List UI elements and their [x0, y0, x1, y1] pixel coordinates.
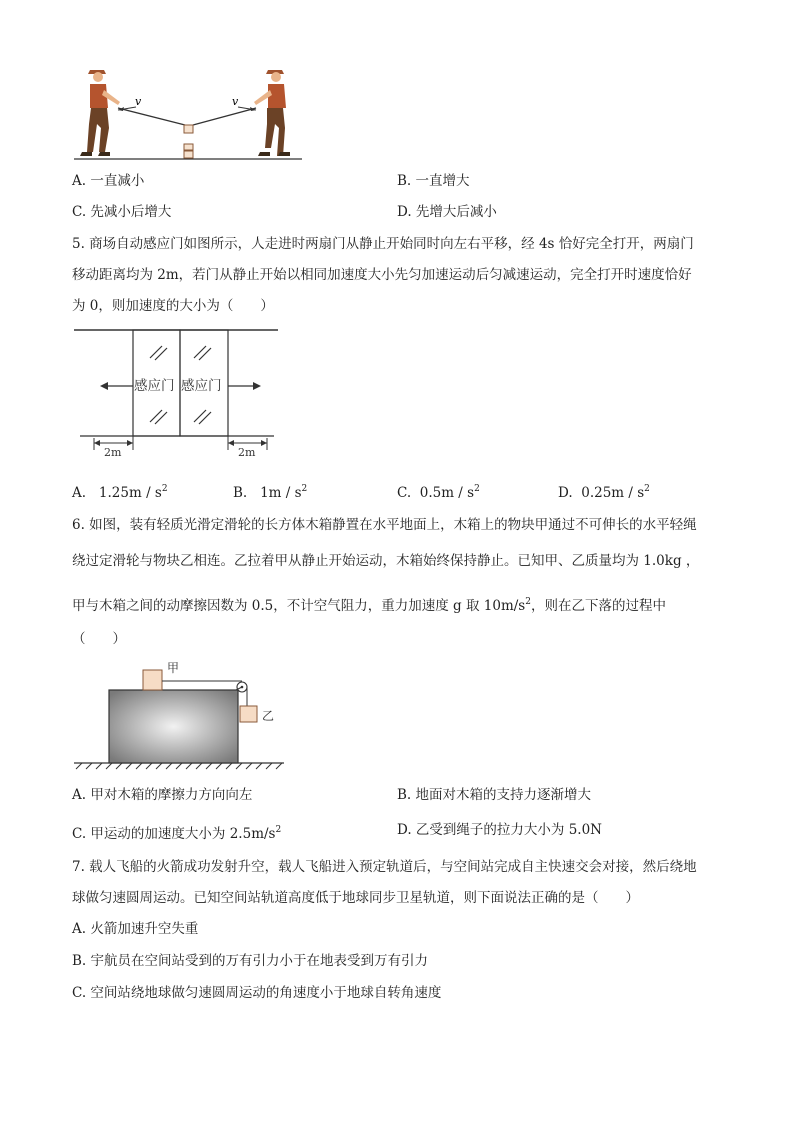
door-left-label: 感应门	[134, 378, 175, 394]
q6-stem-line-2: 绕过定滑轮与物块乙相连。乙拉着甲从静止开始运动，木箱始终保持静止。已知甲、乙质量均为 1.0kg ，	[72, 553, 700, 569]
q4-figure	[72, 62, 312, 162]
q5-option-d: D. $0.25m / s^2$	[558, 484, 650, 501]
q6-option-b: B. 地面对木箱的支持力逐渐增大	[397, 787, 592, 803]
q7-option-b: B. 宇航员在空间站受到的万有引力小于在地表受到万有引力	[72, 953, 429, 969]
q7-stem-line-2: 球做匀速圆周运动。已知空间站轨道高度低于地球同步卫星轨道，则下面说法正确的是（ ）	[72, 890, 639, 906]
q6-box-figure	[72, 660, 292, 770]
q4-option-d: D. 先增大后减小	[397, 204, 497, 220]
dim-label-left: 2m	[104, 446, 122, 459]
dim-label-right: 2m	[238, 446, 256, 459]
block-jia-label: 甲	[167, 661, 180, 675]
q6-option-c: C. 甲运动的加速度大小为 $2.5m/s^2$	[72, 825, 282, 842]
velocity-label-right: v	[232, 95, 239, 108]
q6-option-d: D. 乙受到绳子的拉力大小为 5.0N	[397, 822, 602, 838]
q4-option-c: C. 先减小后增大	[72, 204, 172, 220]
q5-stem-line-3: 为 0，则加速度的大小为（ ）	[72, 298, 274, 314]
left-worker-figure	[80, 70, 120, 156]
q7-stem-line-1: 7. 载人飞船的火箭成功发射升空，载人飞船进入预定轨道后，与空间站完成自主快速交会对接，然后绕地	[72, 859, 697, 875]
door-right-label: 感应门	[181, 378, 222, 394]
q7-option-c: C. 空间站绕地球做匀速圆周运动的角速度小于地球自转角速度	[72, 985, 442, 1001]
q7-option-a: A. 火箭加速升空失重	[72, 921, 199, 937]
q5-door-figure	[74, 326, 284, 461]
q4-option-a: A. 一直减小	[72, 173, 145, 189]
q5-stem-line-2: 移动距离均为 2m，若门从静止开始以相同加速度大小先匀加速运动后匀减速运动，完全打开时速度恰好	[72, 267, 692, 283]
q6-option-a: A. 甲对木箱的摩擦力方向向左	[72, 787, 253, 803]
q4-option-b: B. 一直增大	[397, 173, 470, 189]
q5-stem-line-1: 5. 商场自动感应门如图所示，人走进时两扇门从静止开始同时向左右平移，经 4s 恰好完全打开，两扇门	[72, 236, 694, 252]
velocity-label-left: v	[135, 95, 142, 108]
block-yi-label: 乙	[262, 709, 275, 723]
q6-stem-line-3: 甲与木箱之间的动摩擦因数为 0.5，不计空气阻力，重力加速度 g 取 $10m/s^2$，则在乙下落的过程中	[72, 597, 666, 614]
q6-stem-line-1: 6. 如图，装有轻质光滑定滑轮的长方体木箱静置在水平地面上，木箱上的物块甲通过不可伸长的水平轻绳	[72, 517, 697, 533]
q5-option-c: C. $0.5m / s^2$	[397, 484, 480, 501]
q5-option-a: A. $1.25m / s^2$	[72, 484, 168, 501]
q6-stem-line-4: （ ）	[72, 631, 126, 647]
q5-option-b: B. $1m / s^2$	[233, 484, 308, 501]
right-worker-figure	[254, 70, 290, 156]
